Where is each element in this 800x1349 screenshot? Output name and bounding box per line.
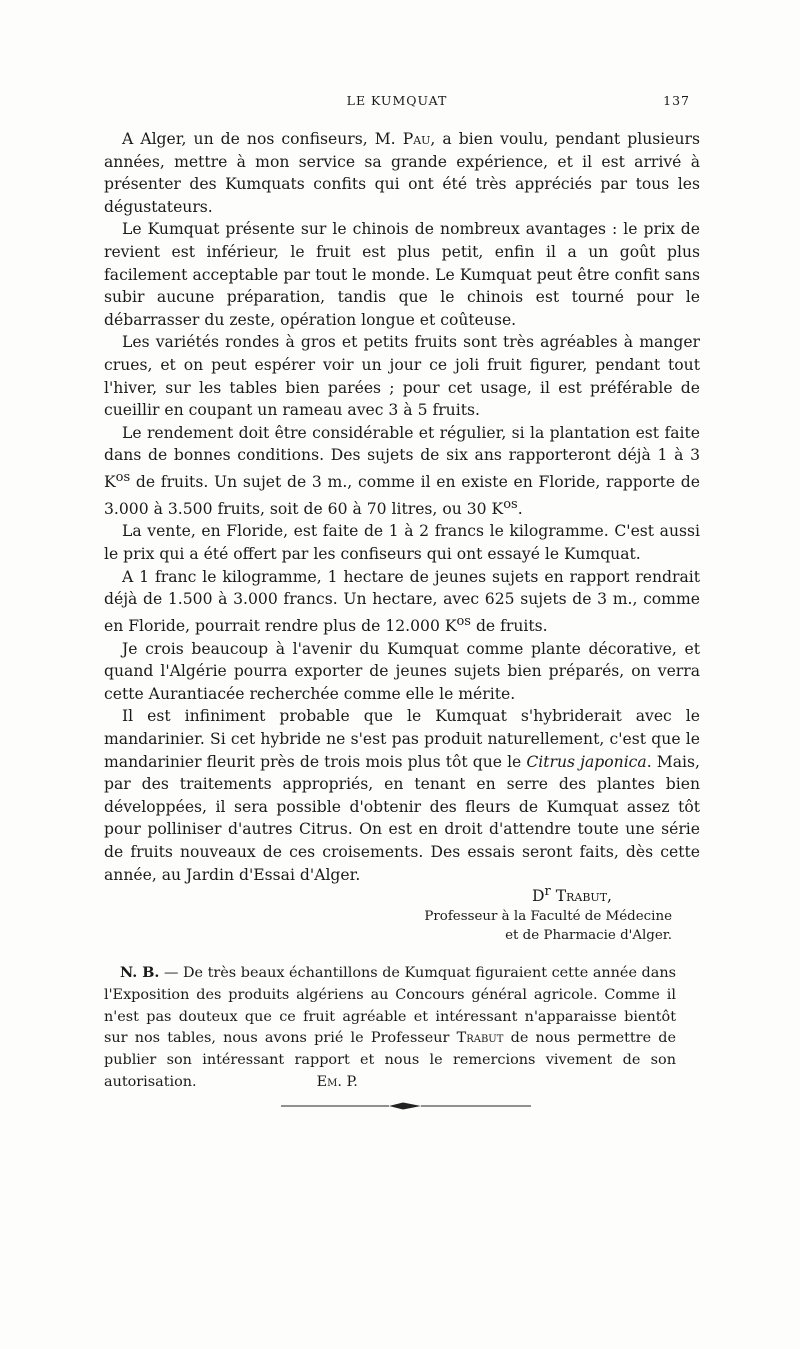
paragraph-2: Le Kumquat présente sur le chinois de nombreux avantages : le prix de revient est inférieur, le fruit est plus petit, enfin il a un goût plus facilement acceptable par tout le monde. Le Kumquat peut être confit sans subir aucune préparation, tandis que le chinois est tourné pour le débarrasser du zeste, opération longue et coûteuse.: [104, 220, 700, 329]
paragraph-7: Je crois beaucoup à l'avenir du Kumquat comme plante décorative, et quand l'Algérie pourra exporter de jeunes sujets bien préparés, on verra cette Aurantiacée recherchée comme elle le mérite.: [104, 639, 700, 703]
author-affiliation-2: et de Pharmacie d'Alger.: [505, 928, 672, 944]
note-text-b: de nous permettre de publier son intéressant rapport et nous le remercions vivement de son autorisation.: [104, 1030, 677, 1090]
note-label: N. B.: [120, 964, 160, 981]
note-name: Trabut: [456, 1030, 504, 1047]
editor-signoff: Em. P.: [316, 1073, 358, 1090]
paragraph-3: Les variétés rondes à gros et petits fruits sont très agréables à manger crues, et on peut espérer voir un jour ce joli fruit figurer, pendant tout l'hiver, sur les tables bien parées ; pour cet usage, il est préférable de cueillir en coupant un rameau avec 3 à 5 fruits.: [104, 333, 700, 420]
paragraph-1-text-b: , a bien voulu, pendant plusieurs années, mettre à mon service sa grande expérience, et il est arrivé à présenter des Kumquats confits qui ont été très appréciés par tous les dégustateurs.: [104, 130, 700, 216]
author-title-sup: r: [544, 884, 551, 899]
paragraph-5: La vente, en Floride, est faite de 1 à 2 francs le kilogramme. C'est aussi le prix qui a été offert par les confiseurs qui ont essayé le Kumquat.: [104, 522, 700, 564]
author-title: D: [532, 887, 545, 906]
author-surname: Trabut,: [555, 887, 612, 906]
author-name: [104, 881, 672, 907]
paragraph-1: [104, 128, 700, 218]
paragraph-6-text-b: de fruits.: [470, 617, 548, 636]
paragraph-8-text-b: . Mais, par des traitements appropriés, en tenant en serre des plantes bien développées, il sera possible d'obtenir des fleurs de Kumquat assez tôt pour polliniser d'autres Citrus. On est en droit d'attendre toute une série de fruits nouveaux de ces croisements. Des essais seront faits, dès cette année, au Jardin d'Essai d'Alger.: [104, 752, 700, 884]
ornament-diamond: [389, 1103, 421, 1110]
paragraph-4-text-b: de fruits. Un sujet de 3 m., comme il en existe en Floride, rapporte de 3.000 à 3.500 fruits, soit de 60 à 70 litres, ou 30 K: [104, 473, 700, 518]
species-name: Citrus japonica: [526, 752, 647, 771]
running-head: [104, 93, 690, 113]
editor-note: [104, 962, 676, 1094]
paragraph-4: [104, 422, 700, 521]
superscript: os: [503, 496, 518, 512]
paragraph-8: [104, 705, 700, 886]
superscript: os: [456, 613, 471, 629]
superscript: os: [115, 469, 131, 485]
confiseur-name: Pau: [402, 130, 431, 148]
paragraph-4-text-c: .: [517, 499, 523, 518]
end-ornament: [281, 1099, 531, 1113]
page-number: 137: [663, 93, 690, 108]
editor-note-text: [104, 962, 676, 1094]
author-signature: [104, 881, 672, 945]
author-affiliation-1: Professeur à la Faculté de Médecine: [424, 909, 672, 925]
paragraph-6: [104, 566, 700, 638]
running-title: LE KUMQUAT: [346, 93, 448, 108]
note-text-a: — De très beaux échantillons de Kumquat figuraient cette année dans l'Exposition des produits algériens au Concours général agricole. Comme il n'est pas douteux que ce fruit agréable et intéressant n'apparaisse bientôt sur nos tables, nous avons prié le Professeur: [104, 965, 676, 1047]
paragraph-1-text-a: A Alger, un de nos confiseurs, M.: [122, 130, 396, 148]
paragraph-4-text-a: Le rendement doit être considérable et régulier, si la plantation est faite dans de bonnes conditions. Des sujets de six ans rapporteront déjà 1 à 3 K: [104, 423, 700, 492]
article-body: [104, 128, 700, 886]
paragraph-6-text-a: A 1 franc le kilogramme, 1 hectare de jeunes sujets en rapport rendrait déjà de 1.500 à 3.000 francs. Un hectare, avec 625 sujets de 3 m., comme en Floride, pourrait rendre plus de 12.000 K: [104, 567, 700, 636]
paragraph-8-text-a: Il est infiniment probable que le Kumquat s'hybriderait avec le mandarinier. Si cet hybride ne s'est pas produit naturellement, c'est que le mandarinier fleurit près de trois mois plus tôt que le: [104, 707, 700, 771]
